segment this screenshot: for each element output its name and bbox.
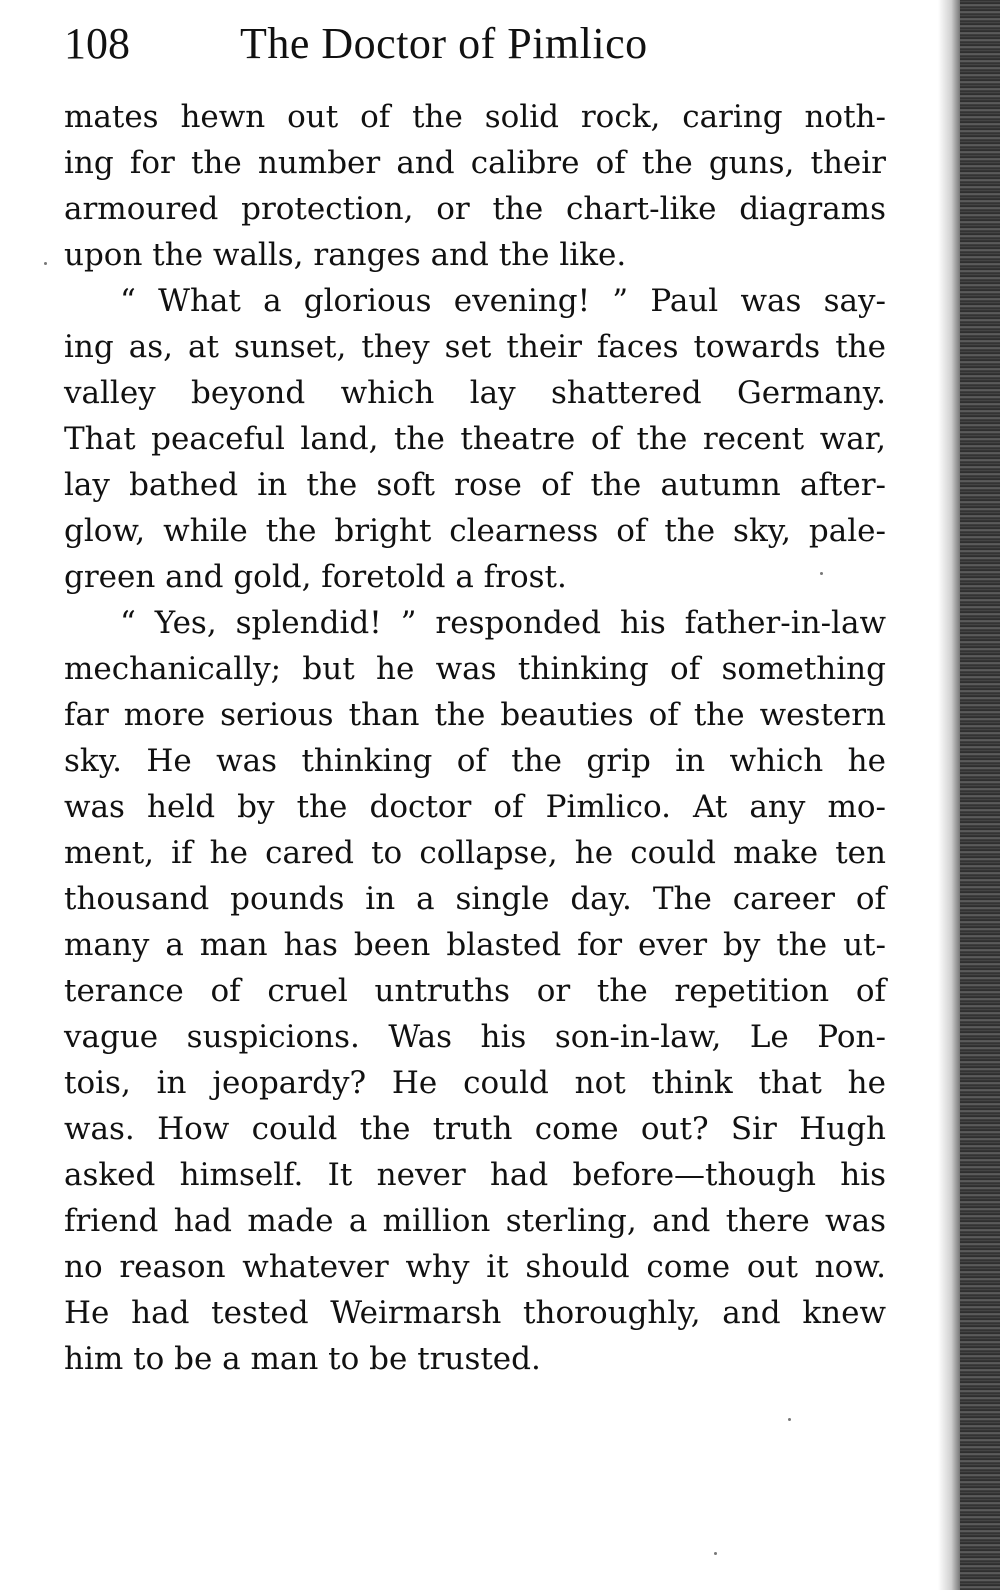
text-line: no reason whatever why it should come out now. <box>64 1249 886 1285</box>
text-line: was. How could the truth come out? Sir Hugh <box>64 1111 886 1147</box>
text-line: far more serious than the beauties of the western <box>64 697 886 733</box>
text-line: him to be a man to be trusted. <box>64 1341 541 1377</box>
text-line: That peaceful land, the theatre of the recent war, <box>64 421 886 457</box>
text-line: mechanically; but he was thinking of something <box>64 651 886 687</box>
text-line: He had tested Weirmarsh thoroughly, and knew <box>64 1295 886 1331</box>
scan-speck <box>44 262 47 265</box>
text-line: terance of cruel untruths or the repetition of <box>64 973 886 1009</box>
text-line: valley beyond which lay shattered Germany. <box>64 375 886 411</box>
text-line: “ Yes, splendid! ” responded his father-in-law <box>120 605 886 641</box>
text-line: mates hewn out of the solid rock, caring noth- <box>64 99 886 135</box>
page-number: 108 <box>64 19 130 68</box>
text-line: friend had made a million sterling, and there was <box>64 1203 886 1239</box>
text-line: lay bathed in the soft rose of the autumn after- <box>64 467 886 503</box>
text-line: armoured protection, or the chart-like diagrams <box>64 191 886 227</box>
text-line: “ What a glorious evening! ” Paul was say- <box>120 283 886 319</box>
text-line: sky. He was thinking of the grip in which he <box>64 743 886 779</box>
body-text <box>64 94 886 1382</box>
text-line: many a man has been blasted for ever by the ut- <box>64 927 886 963</box>
page-gutter-edge <box>960 0 1000 1590</box>
scan-speck <box>820 572 823 575</box>
book-title: The Doctor of Pimlico <box>240 19 648 68</box>
text-line: upon the walls, ranges and the like. <box>64 237 627 273</box>
running-head <box>64 14 904 74</box>
text-line: thousand pounds in a single day. The career of <box>64 881 886 917</box>
scan-speck <box>788 1418 791 1421</box>
text-line: ing as, at sunset, they set their faces towards the <box>64 329 886 365</box>
text-line: ing for the number and calibre of the guns, their <box>64 145 886 181</box>
text-line: asked himself. It never had before—though his <box>64 1157 886 1193</box>
text-line: green and gold, foretold a frost. <box>64 559 567 595</box>
text-line: tois, in jeopardy? He could not think that he <box>64 1065 886 1101</box>
page-gutter-shadow <box>938 0 960 1590</box>
text-line: glow, while the bright clearness of the sky, pale- <box>64 513 886 549</box>
text-line: vague suspicions. Was his son-in-law, Le Pon- <box>64 1019 886 1055</box>
text-line: was held by the doctor of Pimlico. At any mo- <box>64 789 886 825</box>
scan-speck <box>714 1552 717 1555</box>
text-line: ment, if he cared to collapse, he could make ten <box>64 835 886 871</box>
